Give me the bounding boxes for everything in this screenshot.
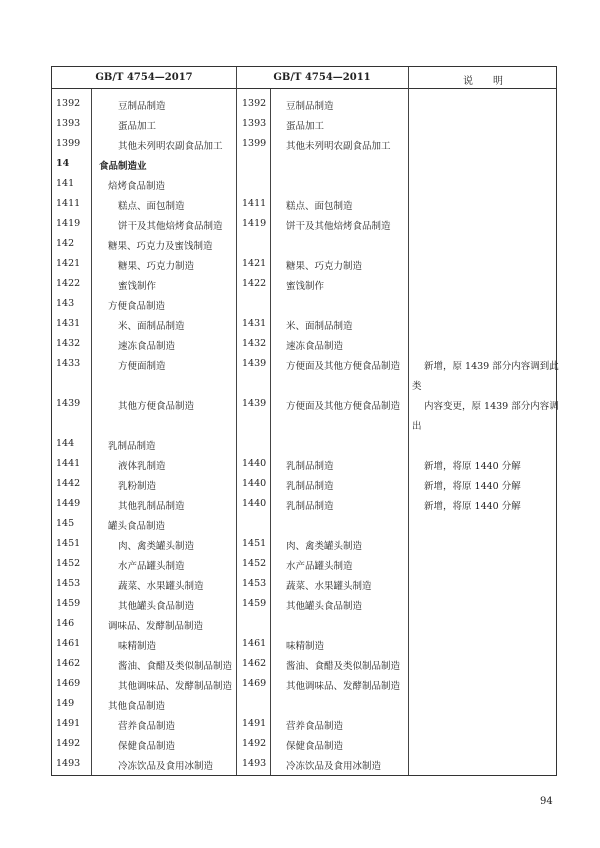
name-2011: 酱油、食醋及类似制品制造	[286, 661, 401, 672]
table-row	[52, 554, 556, 574]
code-2011: 1419	[242, 218, 267, 229]
code-2017: 1419	[56, 218, 81, 229]
code-2017: 1422	[56, 278, 81, 289]
name-2017: 蜜饯制作	[118, 281, 157, 292]
note: 新增，原 1439 部分内容调到此	[424, 361, 559, 372]
table-row	[52, 714, 556, 734]
table-row	[52, 314, 556, 334]
table-row	[52, 134, 556, 154]
table-row	[52, 354, 559, 392]
name-2011: 肉、禽类罐头制造	[286, 541, 363, 552]
name-2011: 乳制品制造	[286, 461, 334, 472]
note: 新增，将原 1440 分解	[424, 461, 521, 472]
name-2011: 味精制造	[286, 641, 325, 652]
name-2017: 饼干及其他焙烤食品制造	[118, 221, 223, 232]
code-2011: 1440	[242, 458, 267, 469]
code-2017: 1411	[56, 198, 81, 209]
header-gbt-2011: GB/T 4754—2011	[273, 72, 371, 83]
name-2011: 速冻食品制造	[286, 341, 344, 352]
code-2011: 1440	[242, 478, 267, 489]
code-2017: 1399	[56, 138, 81, 149]
name-2017: 其他调味品、发酵制品制造	[118, 681, 233, 692]
code-2011: 1422	[242, 278, 267, 289]
code-2017: 1439	[56, 398, 81, 409]
table-row	[52, 234, 556, 254]
name-2017: 其他未列明农副食品加工	[118, 141, 223, 152]
code-2017: 1459	[56, 598, 81, 609]
name-2011: 乳制品制造	[286, 501, 334, 512]
code-2017: 141	[56, 178, 75, 189]
code-2017: 144	[56, 438, 75, 449]
code-2017: 1453	[56, 578, 81, 589]
code-2017: 1442	[56, 478, 81, 489]
table-row	[52, 674, 556, 694]
table-row	[52, 394, 559, 432]
table-row	[52, 114, 556, 134]
name-2017: 营养食品制造	[118, 721, 176, 732]
table-row	[52, 454, 556, 474]
table-row	[52, 254, 556, 274]
code-2017: 1452	[56, 558, 81, 569]
code-2011: 1432	[242, 338, 267, 349]
code-2017: 145	[56, 518, 75, 529]
name-2017: 豆制品制造	[118, 101, 166, 112]
name-2017: 蔬菜、水果罐头制造	[118, 581, 204, 592]
name-2011: 其他罐头食品制造	[286, 601, 363, 612]
table-row	[52, 514, 556, 534]
table-row	[52, 274, 556, 294]
name-2017: 味精制造	[118, 641, 157, 652]
code-2017: 1431	[56, 318, 81, 329]
name-2017: 肉、禽类罐头制造	[118, 541, 195, 552]
code-2017: 1462	[56, 658, 81, 669]
code-2017: 1492	[56, 738, 81, 749]
classification-table	[51, 66, 557, 776]
code-2017: 1451	[56, 538, 81, 549]
code-2011: 1451	[242, 538, 267, 549]
code-2011: 1440	[242, 498, 267, 509]
code-2017: 146	[56, 618, 75, 629]
code-2011: 1439	[242, 358, 267, 369]
code-2017: 1393	[56, 118, 81, 129]
note: 内容变更，原 1439 部分内容调	[424, 401, 559, 412]
code-2011: 1439	[242, 398, 267, 409]
code-2011: 1493	[242, 758, 267, 769]
name-2011: 蔬菜、水果罐头制造	[286, 581, 372, 592]
table-row	[52, 574, 556, 594]
name-2011: 其他调味品、发酵制品制造	[286, 681, 401, 692]
name-2017: 糖果、巧克力及蜜饯制造	[108, 241, 213, 252]
code-2017: 1461	[56, 638, 81, 649]
name-2011: 保健食品制造	[286, 741, 344, 752]
table-row	[52, 154, 556, 174]
code-2017: 142	[56, 238, 75, 249]
table-row	[52, 434, 556, 454]
table-row	[52, 474, 556, 494]
table-row	[52, 734, 556, 754]
code-2011: 1462	[242, 658, 267, 669]
table-row	[52, 174, 556, 194]
table-row	[52, 494, 556, 514]
code-2011: 1452	[242, 558, 267, 569]
name-2011: 饼干及其他焙烤食品制造	[286, 221, 391, 232]
name-2017: 焙烤食品制造	[108, 181, 166, 192]
name-2017: 罐头食品制造	[108, 521, 166, 532]
code-2017: 1449	[56, 498, 81, 509]
code-2017: 14	[56, 158, 70, 169]
name-2017: 液体乳制造	[118, 461, 166, 472]
name-2017: 速冻食品制造	[118, 341, 176, 352]
name-2017: 其他方便食品制造	[118, 401, 195, 412]
name-2011: 冷冻饮品及食用冰制造	[286, 761, 382, 772]
header-notes: 说 明	[463, 76, 503, 87]
name-2011: 蜜饯制作	[286, 281, 325, 292]
table-row	[52, 614, 556, 634]
name-2017: 其他食品制造	[108, 701, 166, 712]
table-header	[52, 67, 556, 89]
table-row	[52, 294, 556, 314]
code-2017: 1441	[56, 458, 81, 469]
code-2011: 1453	[242, 578, 267, 589]
code-2011: 1491	[242, 718, 267, 729]
table-row	[52, 214, 556, 234]
code-2017: 1392	[56, 98, 81, 109]
name-2017: 蛋品加工	[118, 121, 157, 132]
name-2017: 乳制品制造	[108, 441, 156, 452]
table-row	[52, 194, 556, 214]
code-2017: 1493	[56, 758, 81, 769]
name-2011: 乳制品制造	[286, 481, 334, 492]
code-2011: 1399	[242, 138, 267, 149]
code-2011: 1469	[242, 678, 267, 689]
name-2011: 方便面及其他方便食品制造	[286, 401, 401, 412]
table-row	[52, 694, 556, 714]
code-2011: 1431	[242, 318, 267, 329]
name-2017: 方便面制造	[118, 361, 166, 372]
table-row	[52, 594, 556, 614]
name-2017: 冷冻饮品及食用冰制造	[118, 761, 214, 772]
code-2011: 1411	[242, 198, 267, 209]
name-2011: 营养食品制造	[286, 721, 344, 732]
header-gbt-2017: GB/T 4754—2017	[95, 72, 193, 83]
name-2017: 米、面制品制造	[118, 321, 185, 332]
code-2017: 1432	[56, 338, 81, 349]
name-2017: 其他乳制品制造	[118, 501, 185, 512]
page-number: 94	[540, 796, 553, 807]
name-2011: 水产品罐头制造	[286, 561, 353, 572]
table-row	[52, 754, 556, 774]
table-row	[52, 334, 556, 354]
code-2011: 1492	[242, 738, 267, 749]
code-2011: 1421	[242, 258, 267, 269]
name-2017: 其他罐头食品制造	[118, 601, 195, 612]
table-row	[52, 94, 556, 114]
name-2011: 糖果、巧克力制造	[286, 261, 363, 272]
table-row	[52, 654, 556, 674]
name-2011: 方便面及其他方便食品制造	[286, 361, 401, 372]
name-2017: 水产品罐头制造	[118, 561, 185, 572]
note-continued: 出	[412, 421, 422, 432]
name-2017: 乳粉制造	[118, 481, 157, 492]
name-2011: 米、面制品制造	[286, 321, 353, 332]
code-2011: 1392	[242, 98, 267, 109]
name-2011: 蛋品加工	[286, 121, 325, 132]
name-2017: 糖果、巧克力制造	[118, 261, 195, 272]
name-2011: 豆制品制造	[286, 101, 334, 112]
name-2017: 保健食品制造	[118, 741, 176, 752]
code-2017: 1491	[56, 718, 81, 729]
note-continued: 类	[412, 381, 422, 392]
table-row	[52, 634, 556, 654]
code-2017: 1421	[56, 258, 81, 269]
name-2017: 调味品、发酵制品制造	[108, 621, 204, 632]
code-2011: 1393	[242, 118, 267, 129]
name-2011: 其他未列明农副食品加工	[286, 141, 391, 152]
code-2017: 143	[56, 298, 75, 309]
code-2011: 1461	[242, 638, 267, 649]
code-2017: 149	[56, 698, 75, 709]
name-2017: 食品制造业	[99, 161, 147, 172]
code-2011: 1459	[242, 598, 267, 609]
code-2017: 1433	[56, 358, 81, 369]
table-row	[52, 534, 556, 554]
name-2017: 方便食品制造	[108, 301, 166, 312]
name-2011: 糕点、面包制造	[286, 201, 353, 212]
name-2017: 酱油、食醋及类似制品制造	[118, 661, 233, 672]
note: 新增，将原 1440 分解	[424, 501, 521, 512]
note: 新增，将原 1440 分解	[424, 481, 521, 492]
name-2017: 糕点、面包制造	[118, 201, 185, 212]
code-2017: 1469	[56, 678, 81, 689]
